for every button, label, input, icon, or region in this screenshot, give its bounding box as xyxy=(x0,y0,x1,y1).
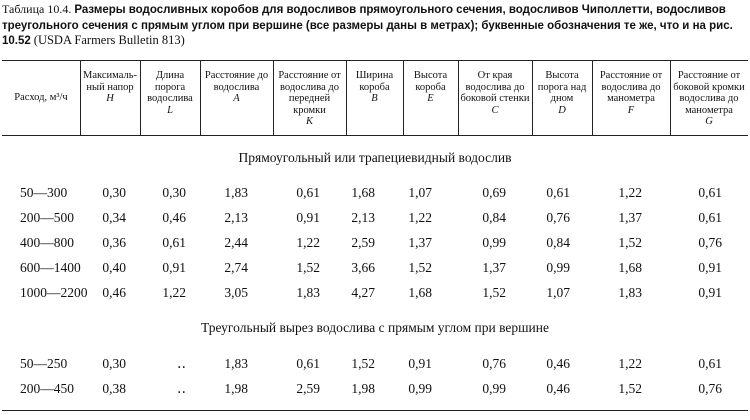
column-header xyxy=(273,64,346,132)
flow-range-cell: 200—500 xyxy=(20,210,74,225)
table-caption xyxy=(2,2,746,49)
column-header xyxy=(80,64,140,132)
flow-range-cell: 600—1400 xyxy=(20,260,81,275)
header-top-rule xyxy=(2,60,748,61)
value-cell: 1,68 xyxy=(408,285,432,300)
caption-source: (USDA Farmers Bulletin 813) xyxy=(33,33,185,47)
column-header-symbol: L xyxy=(167,104,173,116)
column-header xyxy=(346,64,403,132)
value-cell: 0,30 xyxy=(162,185,186,200)
column-header-label: Высота короба xyxy=(413,70,448,93)
value-cell: 2,74 xyxy=(224,260,248,275)
value-cell: 0,30 xyxy=(102,185,126,200)
value-cell: 0,61 xyxy=(698,185,722,200)
value-cell: 0,61 xyxy=(296,356,320,371)
value-cell: 0,61 xyxy=(296,185,320,200)
table-row xyxy=(0,210,750,228)
column-header xyxy=(670,64,748,132)
table-row xyxy=(0,235,750,253)
value-cell: 3,66 xyxy=(351,260,375,275)
value-cell: 2,13 xyxy=(224,210,248,225)
column-header-label: Максималь-ный напор xyxy=(83,70,137,93)
column-divider xyxy=(458,60,459,135)
value-cell: 0,61 xyxy=(698,356,722,371)
column-header-symbol: A xyxy=(233,93,240,104)
header-bottom-rule xyxy=(2,135,748,136)
value-cell: 0,40 xyxy=(102,260,126,275)
column-divider xyxy=(532,60,533,135)
column-header-label: Расход, м³/ч xyxy=(14,92,68,104)
column-header-label: Ширина короба xyxy=(355,70,394,93)
flow-range-cell: 1000—2200 xyxy=(20,285,88,300)
column-header-symbol: D xyxy=(558,104,566,116)
column-header xyxy=(403,64,458,132)
value-cell: 0,76 xyxy=(698,381,722,396)
value-cell: 1,83 xyxy=(296,285,320,300)
value-cell: 0,36 xyxy=(102,235,126,250)
column-divider xyxy=(346,60,347,135)
value-cell: 0,84 xyxy=(482,210,506,225)
section-title: Треугольный вырез водослива с прямым углом при вершине xyxy=(201,320,549,335)
column-header xyxy=(2,64,80,132)
value-cell: 1,83 xyxy=(224,185,248,200)
value-cell: 0,46 xyxy=(102,285,126,300)
value-cell: 1,22 xyxy=(618,356,642,371)
column-header xyxy=(140,64,200,132)
flow-range-cell: 50—250 xyxy=(20,356,68,371)
value-cell: ‥ xyxy=(176,356,186,371)
value-cell: 1,68 xyxy=(618,260,642,275)
column-header-symbol: E xyxy=(427,93,434,104)
section-title: Прямоугольный или трапециевидный водослив xyxy=(238,150,512,165)
caption-title: Размеры водосливных коробов для водосливов прямоугольного сечения, водосливов Чиполлетти, водосливов треугольного сечения с прямым углом при вершине (все размеры даны в метрах); буквенные обозначения те же, что и на рис. 10.52 xyxy=(2,4,733,47)
value-cell: 0,84 xyxy=(546,235,570,250)
value-cell: 1,83 xyxy=(618,285,642,300)
value-cell: 0,61 xyxy=(698,210,722,225)
value-cell: 0,91 xyxy=(698,285,722,300)
value-cell: 0,46 xyxy=(546,356,570,371)
column-header-label: Расстояние от водослива до передней кромки xyxy=(278,70,341,116)
value-cell: 0,69 xyxy=(482,185,506,200)
value-cell: 0,99 xyxy=(546,260,570,275)
value-cell: 0,99 xyxy=(408,381,432,396)
value-cell: 4,27 xyxy=(351,285,375,300)
column-divider xyxy=(670,60,671,135)
column-header-label: Расстояние от боковой кромки водослива до манометра xyxy=(673,70,745,116)
column-header xyxy=(458,64,532,132)
column-header-label: Расстояние от водослива до манометра xyxy=(599,70,663,104)
column-header-symbol: B xyxy=(371,93,378,104)
value-cell: 0,91 xyxy=(408,356,432,371)
value-cell: 1,22 xyxy=(408,210,432,225)
value-cell: 1,98 xyxy=(224,381,248,396)
value-cell: 3,05 xyxy=(224,285,248,300)
column-header xyxy=(592,64,670,132)
value-cell: 1,98 xyxy=(351,381,375,396)
caption-label: Таблица 10.4. xyxy=(2,2,72,16)
value-cell: 1,68 xyxy=(351,185,375,200)
value-cell: 0,61 xyxy=(162,235,186,250)
flow-range-cell: 400—800 xyxy=(20,235,74,250)
value-cell: 1,22 xyxy=(296,235,320,250)
table-row xyxy=(0,285,750,303)
table-row xyxy=(0,185,750,203)
value-cell: 0,34 xyxy=(102,210,126,225)
column-header-symbol: G xyxy=(705,116,713,127)
value-cell: 0,76 xyxy=(482,356,506,371)
value-cell: 1,52 xyxy=(296,260,320,275)
column-divider xyxy=(592,60,593,135)
table-row xyxy=(0,260,750,278)
value-cell: 1,37 xyxy=(482,260,506,275)
value-cell: 1,37 xyxy=(618,210,642,225)
flow-range-cell: 200—450 xyxy=(20,381,74,396)
value-cell: 1,07 xyxy=(408,185,432,200)
value-cell: 0,76 xyxy=(546,210,570,225)
value-cell: 0,99 xyxy=(482,235,506,250)
value-cell: 1,07 xyxy=(546,285,570,300)
column-divider xyxy=(273,60,274,135)
value-cell: 1,83 xyxy=(224,356,248,371)
value-cell: ‥ xyxy=(176,381,186,396)
value-cell: 2,59 xyxy=(296,381,320,396)
column-divider xyxy=(80,60,81,135)
value-cell: 0,46 xyxy=(546,381,570,396)
value-cell: 1,52 xyxy=(618,381,642,396)
column-divider xyxy=(200,60,201,135)
flow-range-cell: 50—300 xyxy=(20,185,68,200)
value-cell: 1,22 xyxy=(162,285,186,300)
value-cell: 1,52 xyxy=(351,356,375,371)
value-cell: 0,30 xyxy=(102,356,126,371)
column-header-symbol: F xyxy=(627,104,635,116)
column-header-label: Расстояние до водослива xyxy=(204,70,269,93)
table-bottom-rule xyxy=(2,410,748,411)
value-cell: 1,52 xyxy=(618,235,642,250)
value-cell: 0,46 xyxy=(162,210,186,225)
value-cell: 2,44 xyxy=(224,235,248,250)
value-cell: 0,38 xyxy=(102,381,126,396)
column-header-symbol: H xyxy=(106,93,114,104)
column-divider xyxy=(140,60,141,135)
column-header xyxy=(532,64,592,132)
value-cell: 0,76 xyxy=(698,235,722,250)
value-cell: 0,61 xyxy=(546,185,570,200)
value-cell: 0,91 xyxy=(698,260,722,275)
column-header-label: Длина порога водослива xyxy=(147,70,193,104)
value-cell: 2,59 xyxy=(351,235,375,250)
column-header-label: Высота порога над дном xyxy=(537,70,587,104)
value-cell: 0,91 xyxy=(162,260,186,275)
value-cell: 1,52 xyxy=(408,260,432,275)
column-divider xyxy=(403,60,404,135)
value-cell: 1,52 xyxy=(482,285,506,300)
column-header-symbol: K xyxy=(305,116,313,127)
value-cell: 0,91 xyxy=(296,210,320,225)
value-cell: 1,37 xyxy=(408,235,432,250)
value-cell: 2,13 xyxy=(351,210,375,225)
table-row xyxy=(0,381,750,399)
table-row xyxy=(0,356,750,374)
column-header-symbol: C xyxy=(491,104,499,116)
column-header-label: От края водослива до боковой стенки xyxy=(460,70,530,104)
value-cell: 1,22 xyxy=(618,185,642,200)
column-header xyxy=(200,64,273,132)
value-cell: 0,99 xyxy=(482,381,506,396)
